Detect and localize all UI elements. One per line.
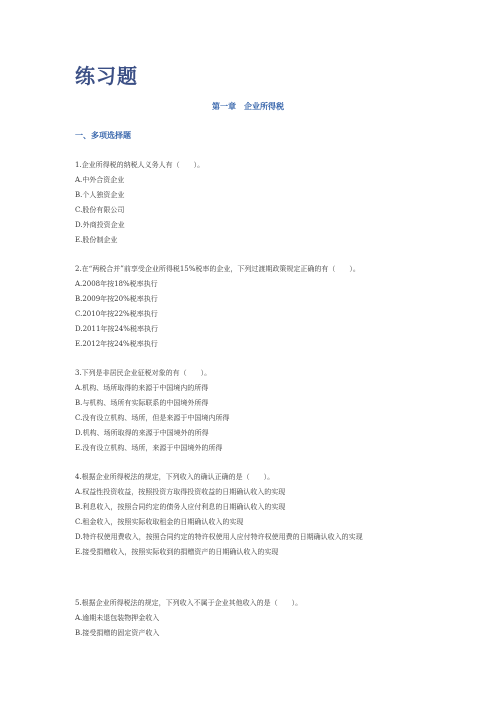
- option-b: B.2009年按20%税率执行: [75, 295, 158, 303]
- question-3: [75, 366, 435, 456]
- option-a: A.逾期未退包装物押金收入: [75, 614, 160, 622]
- option-a: A.机构、场所取得的来源于中国境内的所得: [75, 384, 209, 392]
- option-e: E.2012年按24%税率执行: [75, 340, 158, 348]
- option-d: D.特许权使用费收入，按照合同约定的特许权使用人应付特许权使用费的日期确认收入的实现: [75, 533, 363, 541]
- question-stem: 4.根据企业所得税法的规定，下列收入的确认正确的是（ ）。: [75, 473, 275, 481]
- option-b: B.与机构、场所有实际联系的中国境外所得: [75, 399, 209, 407]
- question-4: [75, 470, 435, 560]
- question-stem: 5.根据企业所得税法的规定，下列收入不属于企业其他收入的是（ ）。: [75, 599, 303, 607]
- question-stem: 1.企业所得税的纳税人义务人有（ ）。: [75, 161, 205, 169]
- option-c: C.租金收入，按照实际收取租金的日期确认收入的实现: [75, 518, 244, 526]
- question-5: [75, 596, 435, 641]
- option-c: C.2010年按22%税率执行: [75, 310, 158, 318]
- question-2: [75, 262, 435, 352]
- option-b: B.利息收入，按照合同约定的债务人应付利息的日期确认收入的实现: [75, 503, 286, 511]
- section-heading: 一、多项选择题: [75, 131, 131, 140]
- option-b: B.个人独资企业: [75, 191, 125, 199]
- question-stem: 2.在“两税合并”前享受企业所得税15%税率的企业，下列过渡期政策规定正确的有（ ）。: [75, 265, 360, 273]
- option-e: E.接受捐赠收入，按照实际收到的捐赠资产的日期确认收入的实现: [75, 548, 279, 556]
- option-b: B.接受捐赠的固定资产收入: [75, 629, 160, 637]
- option-c: C.没有设立机构、场所，但是来源于中国境内所得: [75, 414, 230, 422]
- question-1: [75, 158, 435, 248]
- option-d: D.外商投资企业: [75, 221, 125, 229]
- question-stem: 3.下列是非居民企业征税对象的有（ ）。: [75, 369, 212, 377]
- option-a: A.中外合资企业: [75, 176, 125, 184]
- option-e: E.没有设立机构、场所，来源于中国境外的所得: [75, 444, 223, 452]
- option-e: E.股份制企业: [75, 236, 118, 244]
- option-a: A.2008年按18%税率执行: [75, 280, 158, 288]
- document-title: 练习题: [75, 64, 138, 88]
- option-d: D.2011年按24%税率执行: [75, 325, 158, 333]
- chapter-heading: 第一章 企业所得税: [212, 102, 284, 111]
- option-c: C.股份有限公司: [75, 206, 125, 214]
- option-d: D.机构、场所取得的来源于中国境外的所得: [75, 429, 209, 437]
- option-a: A.权益性投资收益，按照投资方取得投资收益的日期确认收入的实现: [75, 488, 286, 496]
